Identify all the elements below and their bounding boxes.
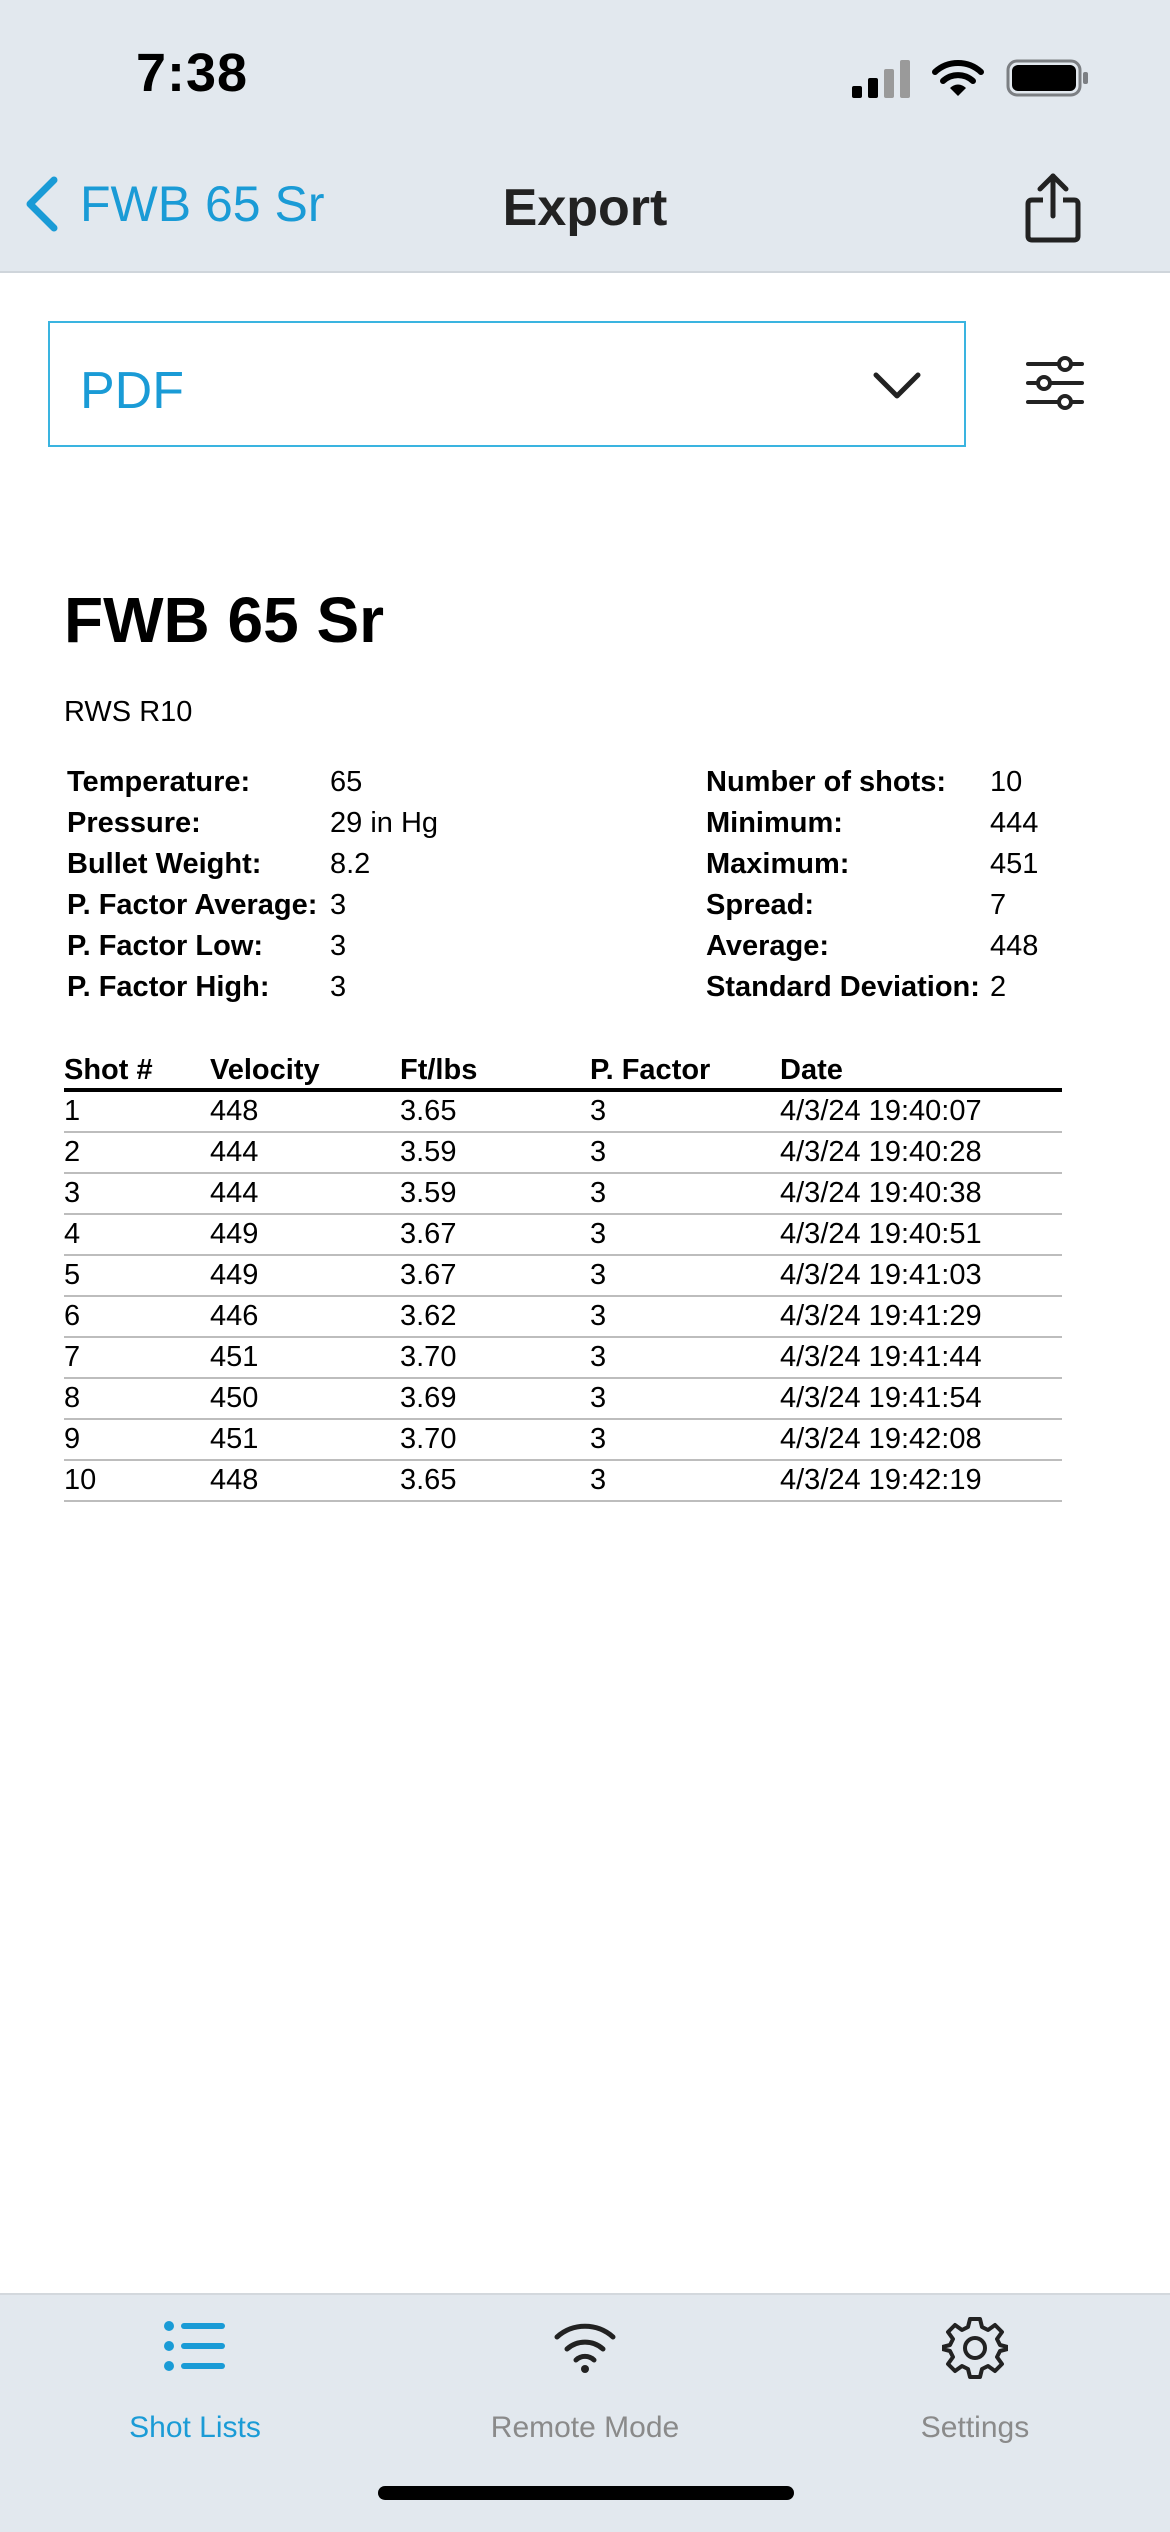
cell-ftlbs: 3.65	[400, 1095, 457, 1127]
stat-value: 451	[990, 848, 1039, 880]
stat-row	[67, 885, 438, 926]
table-row	[64, 1461, 1062, 1502]
stat-row	[67, 844, 438, 885]
back-button[interactable]	[22, 172, 324, 236]
status-time: 7:38	[136, 43, 249, 103]
cell-pfactor: 3	[590, 1341, 607, 1373]
cell-shot: 3	[64, 1177, 81, 1209]
stat-row	[67, 803, 438, 844]
cell-velocity: 444	[210, 1177, 259, 1209]
cell-shot: 1	[64, 1095, 81, 1127]
cell-pfactor: 3	[590, 1136, 607, 1168]
cell-ftlbs: 3.67	[400, 1218, 457, 1250]
cell-velocity: 449	[210, 1259, 259, 1291]
stat-value: 448	[990, 930, 1039, 962]
table-row	[64, 1092, 1062, 1133]
filter-options-button[interactable]	[1025, 355, 1085, 416]
stat-value: 444	[990, 807, 1039, 839]
stat-label: Minimum:	[706, 807, 843, 839]
cell-ftlbs: 3.70	[400, 1423, 457, 1455]
tab-settings[interactable]	[780, 2295, 1170, 2495]
cell-pfactor: 3	[590, 1300, 607, 1332]
stat-label: Average:	[706, 930, 830, 962]
stat-row	[706, 967, 1038, 1008]
column-header-velocity: Velocity	[210, 1054, 320, 1086]
velocity-stats	[706, 762, 1038, 1008]
tab-shot-lists[interactable]	[0, 2295, 390, 2495]
stat-value: 65	[330, 766, 363, 798]
cell-velocity: 451	[210, 1423, 259, 1455]
stat-label: Spread:	[706, 889, 814, 921]
cell-date: 4/3/24 19:42:08	[780, 1423, 982, 1455]
stat-label: Number of shots:	[706, 766, 947, 798]
cell-ftlbs: 3.65	[400, 1464, 457, 1496]
cellular-signal-icon	[850, 58, 910, 98]
table-row	[64, 1174, 1062, 1215]
conditions-stats	[67, 762, 438, 1008]
cell-ftlbs: 3.70	[400, 1341, 457, 1373]
cell-shot: 9	[64, 1423, 81, 1455]
table-header	[64, 1050, 1062, 1092]
stat-label: Standard Deviation:	[706, 971, 980, 1003]
cell-date: 4/3/24 19:40:28	[780, 1136, 982, 1168]
cell-pfactor: 3	[590, 1259, 607, 1291]
export-format-value: PDF	[80, 362, 184, 420]
cell-pfactor: 3	[590, 1464, 607, 1496]
table-row	[64, 1338, 1062, 1379]
cell-shot: 6	[64, 1300, 81, 1332]
stat-label: Pressure:	[67, 807, 201, 839]
cell-pfactor: 3	[590, 1218, 607, 1250]
document-title: FWB 65 Sr	[64, 584, 385, 656]
cell-date: 4/3/24 19:40:07	[780, 1095, 982, 1127]
cell-shot: 8	[64, 1382, 81, 1414]
cell-pfactor: 3	[590, 1095, 607, 1127]
cell-ftlbs: 3.59	[400, 1136, 457, 1168]
cell-velocity: 446	[210, 1300, 259, 1332]
cell-pfactor: 3	[590, 1423, 607, 1455]
tab-label: Remote Mode	[490, 2411, 680, 2444]
cell-shot: 4	[64, 1218, 81, 1250]
column-header-pfactor: P. Factor	[590, 1054, 711, 1086]
table-row	[64, 1379, 1062, 1420]
battery-icon	[1006, 58, 1090, 98]
stat-label: Bullet Weight:	[67, 848, 262, 880]
stat-value: 29 in Hg	[330, 807, 439, 839]
table-row	[64, 1297, 1062, 1338]
table-row	[64, 1215, 1062, 1256]
cell-shot: 5	[64, 1259, 81, 1291]
shots-table	[64, 1050, 1062, 1502]
cell-velocity: 449	[210, 1218, 259, 1250]
cell-pfactor: 3	[590, 1177, 607, 1209]
document-subtitle: RWS R10	[64, 696, 193, 728]
stat-row	[67, 967, 438, 1008]
share-button[interactable]	[1024, 172, 1082, 249]
stat-value: 2	[990, 971, 1007, 1003]
stat-label: P. Factor High:	[67, 971, 270, 1003]
stat-label: Temperature:	[67, 766, 251, 798]
cell-velocity: 448	[210, 1095, 259, 1127]
stat-row	[706, 762, 1038, 803]
stat-value: 10	[990, 766, 1023, 798]
cell-velocity: 451	[210, 1341, 259, 1373]
cell-shot: 2	[64, 1136, 81, 1168]
tab-label: Settings	[920, 2411, 1030, 2444]
stat-row	[706, 803, 1038, 844]
cell-velocity: 448	[210, 1464, 259, 1496]
stat-row	[67, 762, 438, 803]
column-header-ftlbs: Ft/lbs	[400, 1054, 478, 1086]
stat-value: 3	[330, 971, 347, 1003]
stat-label: P. Factor Average:	[67, 889, 318, 921]
stat-row	[67, 926, 438, 967]
cell-velocity: 450	[210, 1382, 259, 1414]
column-header-shot: Shot #	[64, 1054, 153, 1086]
stat-value: 3	[330, 889, 347, 921]
tab-label: Shot Lists	[129, 2411, 261, 2444]
stat-row	[706, 844, 1038, 885]
stat-value: 8.2	[330, 848, 371, 880]
table-row	[64, 1133, 1062, 1174]
column-header-date: Date	[780, 1054, 843, 1086]
table-row	[64, 1256, 1062, 1297]
chevron-left-icon	[22, 172, 62, 236]
cell-shot: 10	[64, 1464, 97, 1496]
cell-ftlbs: 3.69	[400, 1382, 457, 1414]
table-row	[64, 1420, 1062, 1461]
stat-row	[706, 926, 1038, 967]
home-indicator	[378, 2486, 794, 2500]
cell-date: 4/3/24 19:41:54	[780, 1382, 982, 1414]
tab-remote-mode[interactable]	[390, 2295, 780, 2495]
wifi-status-icon	[932, 58, 984, 98]
cell-velocity: 444	[210, 1136, 259, 1168]
gear-icon	[942, 2315, 1008, 2381]
stat-label: P. Factor Low:	[67, 930, 264, 962]
cell-date: 4/3/24 19:42:19	[780, 1464, 982, 1496]
cell-date: 4/3/24 19:41:29	[780, 1300, 982, 1332]
cell-date: 4/3/24 19:40:51	[780, 1218, 982, 1250]
export-format-select[interactable]	[48, 321, 966, 447]
page-title: Export	[502, 179, 668, 237]
wifi-icon	[553, 2319, 617, 2373]
cell-ftlbs: 3.67	[400, 1259, 457, 1291]
back-button-label: FWB 65 Sr	[80, 176, 325, 232]
list-icon	[163, 2319, 227, 2373]
chevron-down-icon	[872, 369, 922, 401]
stat-row	[706, 885, 1038, 926]
stat-value: 3	[330, 930, 347, 962]
cell-ftlbs: 3.62	[400, 1300, 457, 1332]
top-bar	[0, 0, 1170, 273]
cell-pfactor: 3	[590, 1382, 607, 1414]
sliders-icon	[1025, 355, 1085, 411]
cell-date: 4/3/24 19:40:38	[780, 1177, 982, 1209]
status-icons	[850, 58, 1090, 98]
stat-value: 7	[990, 889, 1007, 921]
stat-label: Maximum:	[706, 848, 850, 880]
share-icon	[1024, 172, 1082, 244]
cell-date: 4/3/24 19:41:44	[780, 1341, 982, 1373]
cell-shot: 7	[64, 1341, 81, 1373]
cell-ftlbs: 3.59	[400, 1177, 457, 1209]
cell-date: 4/3/24 19:41:03	[780, 1259, 982, 1291]
